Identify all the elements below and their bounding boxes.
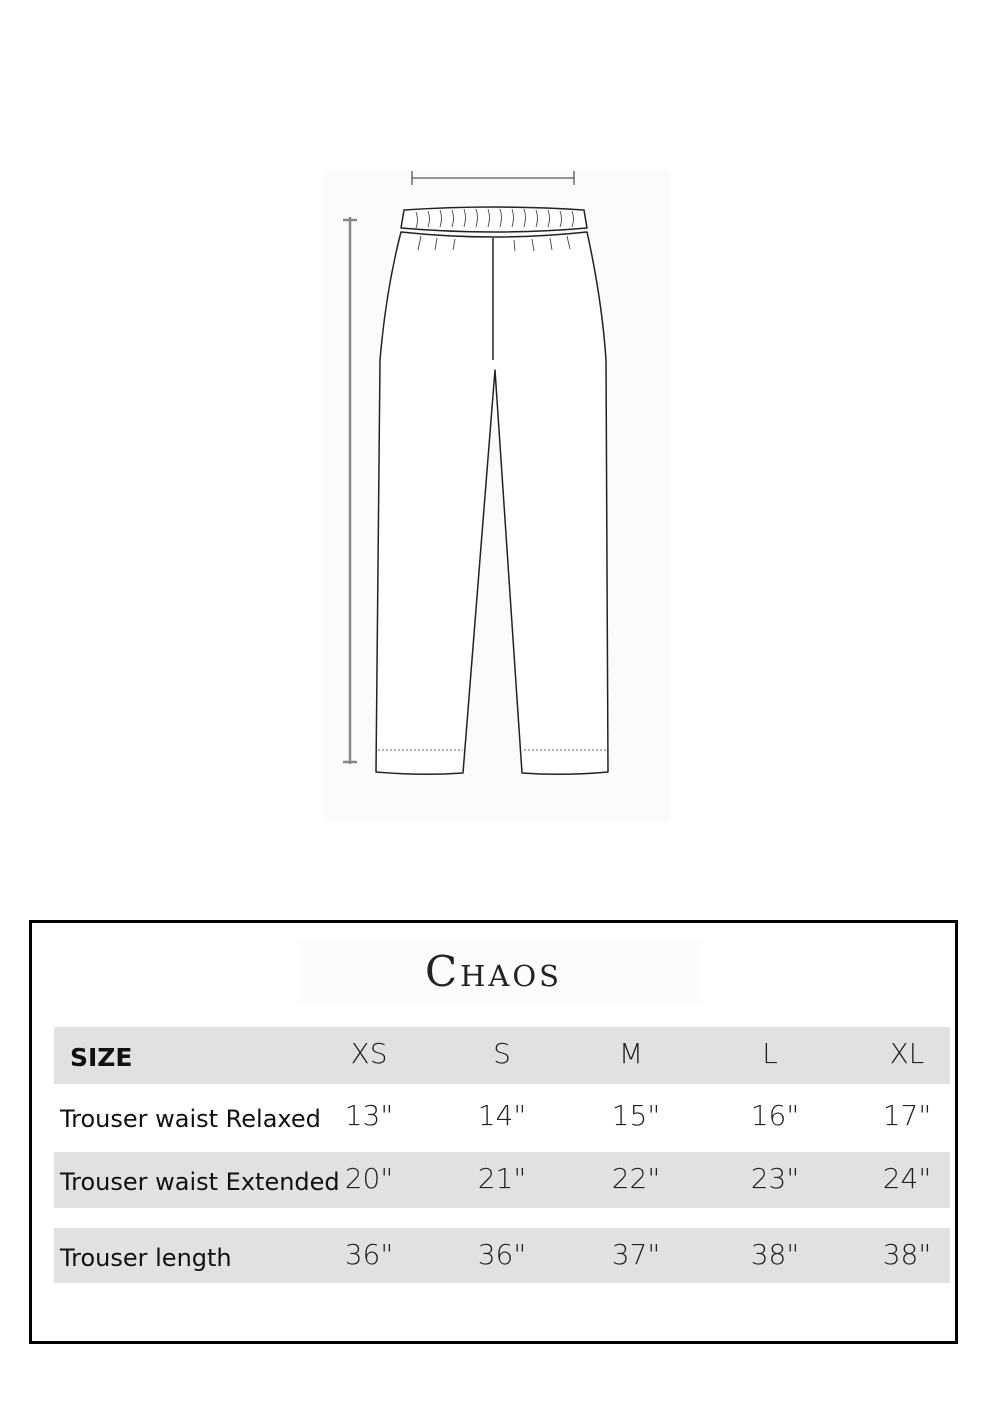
value-cell: 15" xyxy=(611,1099,661,1132)
value-cell: 38" xyxy=(882,1238,932,1271)
size-xl: XL xyxy=(889,1037,925,1070)
value-cell: 16" xyxy=(750,1099,800,1132)
value-cell: 37" xyxy=(611,1238,661,1271)
size-l: L xyxy=(762,1037,778,1070)
value-cell: 36" xyxy=(344,1238,394,1271)
value-cell: 13" xyxy=(344,1099,394,1132)
value-cell: 38" xyxy=(750,1238,800,1271)
size-header-label: SIZE xyxy=(70,1043,133,1072)
table-row xyxy=(54,1228,950,1283)
table-row xyxy=(54,1089,950,1147)
size-s: S xyxy=(493,1037,511,1070)
row-label: Trouser waist Extended xyxy=(60,1168,340,1196)
row-label: Trouser length xyxy=(60,1244,232,1272)
value-cell: 23" xyxy=(750,1162,800,1195)
value-cell: 21" xyxy=(477,1162,527,1195)
size-xs: XS xyxy=(350,1037,388,1070)
size-m: M xyxy=(618,1037,644,1070)
brand-name: Chaos xyxy=(424,947,562,996)
value-cell: 17" xyxy=(882,1099,932,1132)
table-row xyxy=(54,1152,950,1208)
size-header-row xyxy=(54,1027,950,1084)
value-cell: 22" xyxy=(611,1162,661,1195)
value-cell: 24" xyxy=(882,1162,932,1195)
value-cell: 14" xyxy=(477,1099,527,1132)
trouser-illustration xyxy=(324,170,670,822)
value-cell: 36" xyxy=(477,1238,527,1271)
size-chart xyxy=(29,920,958,1344)
value-cell: 20" xyxy=(344,1162,394,1195)
row-label: Trouser waist Relaxed xyxy=(60,1105,321,1133)
